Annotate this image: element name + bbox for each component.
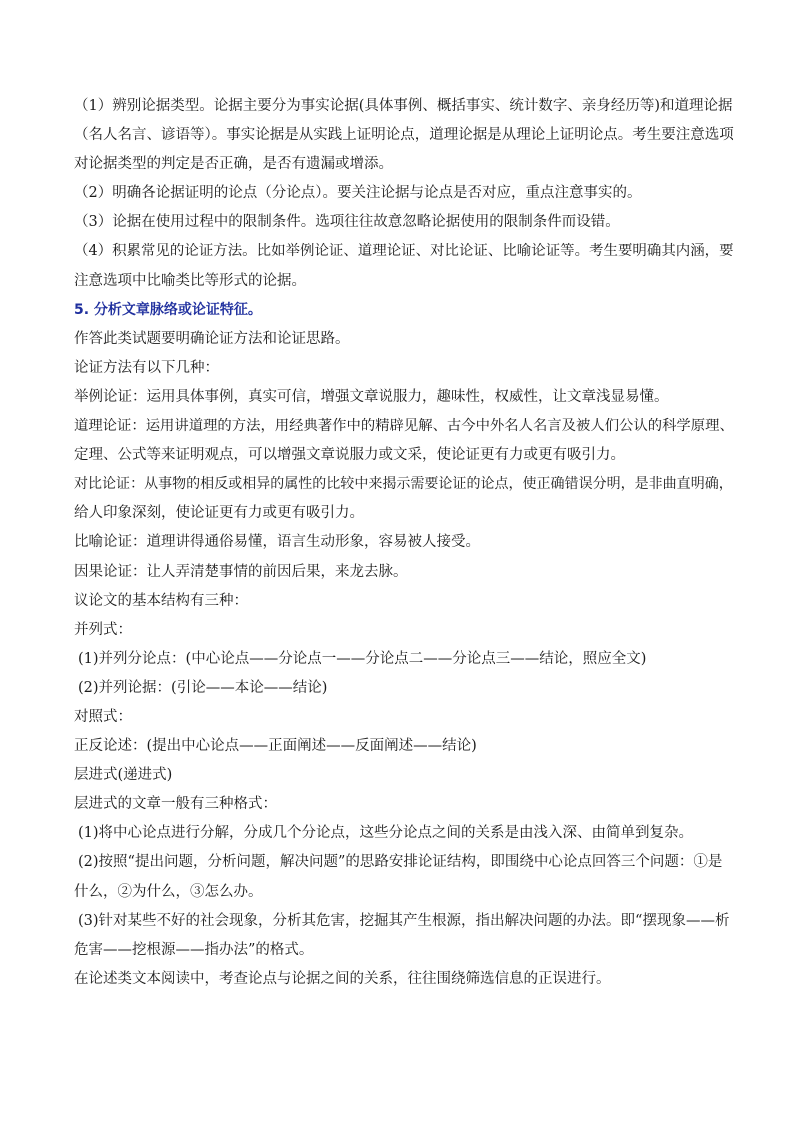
- text-line: 比喻论证：道理讲得通俗易懂，语言生动形象，容易被人接受。: [74, 534, 480, 551]
- text-line: 正反论述：(提出中心论点——正面阐述——反面阐述——结论): [74, 738, 477, 755]
- text-line: （1）辨别论据类型。论据主要分为事实论据(具体事例、概括事实、统计数字、亲身经历等)和道理论据: [74, 98, 733, 114]
- text-line: （名人名言、谚语等）。事实论据是从实践上证明论点，道理论据是从理论上证明论点。考生要注意选项: [74, 127, 734, 144]
- text-line: 注意选项中比喻类比等形式的论据。: [74, 272, 306, 289]
- text-line: (1)并列分论点：(中心论点——分论点一——分论点二——分论点三——结论，照应全文): [78, 650, 647, 667]
- section-heading: 5. 分析文章脉络或论证特征。: [74, 301, 262, 318]
- text-line: 作答此类试题要明确论证方法和论证思路。: [74, 330, 350, 347]
- text-line: (2)按照“提出问题，分析问题，解决问题”的思路安排论证结构，即围绕中心论点回答三个问题：①是: [78, 854, 723, 871]
- text-line: 道理论证：运用讲道理的方法，用经典著作中的精辟见解、古今中外名人名言及被人们公认的科学原理、: [74, 418, 734, 435]
- text-line: （3）论据在使用过程中的限制条件。选项往往故意忽略论据使用的限制条件而设错。: [74, 214, 620, 231]
- text-line: 给人印象深刻，使论证更有力或更有吸引力。: [74, 505, 364, 522]
- text-line: 危害——挖根源——指办法”的格式。: [74, 941, 314, 958]
- text-line: （4）积累常见的论证方法。比如举例论证、道理论证、对比论证、比喻论证等。考生要明确其内涵，要: [74, 243, 734, 260]
- text-line: 定理、公式等来证明观点，可以增强文章说服力或文采，使论证更有力或更有吸引力。: [74, 447, 625, 464]
- text-line: 并列式：: [74, 621, 132, 638]
- text-line: (2)并列论据：(引论——本论——结论): [78, 679, 328, 696]
- text-line: 对照式：: [74, 708, 132, 725]
- text-line: 因果论证：让人弄清楚事情的前因后果，来龙去脉。: [74, 563, 408, 580]
- text-line: 举例论证：运用具体事例，真实可信，增强文章说服力，趣味性，权威性，让文章浅显易懂。: [74, 388, 669, 405]
- text-line: 层进式(递进式): [74, 767, 173, 784]
- text-line: (3)针对某些不好的社会现象，分析其危害，挖掘其产生根源，指出解决问题的办法。即“摆现象——析: [78, 912, 730, 929]
- text-line: 论证方法有以下几种：: [74, 359, 219, 376]
- text-line: 层进式的文章一般有三种格式：: [74, 796, 277, 813]
- text-line: 什么，②为什么，③怎么办。: [74, 883, 263, 900]
- text-line: （2）明确各论据证明的论点（分论点）。要关注论据与论点是否对应，重点注意事实的。: [74, 185, 642, 202]
- text-line: (1)将中心论点进行分解，分成几个分论点，这些分论点之间的关系是由浅入深、由简单到复杂。: [78, 825, 694, 842]
- document-page: [74, 92, 734, 994]
- text-line: 对比论证：从事物的相反或相异的属性的比较中来揭示需要论证的论点，使正确错误分明，是非曲直明确，: [74, 476, 733, 493]
- text-line: 议论文的基本结构有三种：: [74, 592, 248, 609]
- text-line: 对论据类型的判定是否正确，是否有遗漏或增添。: [74, 156, 393, 173]
- text-line: 在论述类文本阅读中，考查论点与论据之间的关系，往往围绕筛选信息的正误进行。: [74, 970, 611, 987]
